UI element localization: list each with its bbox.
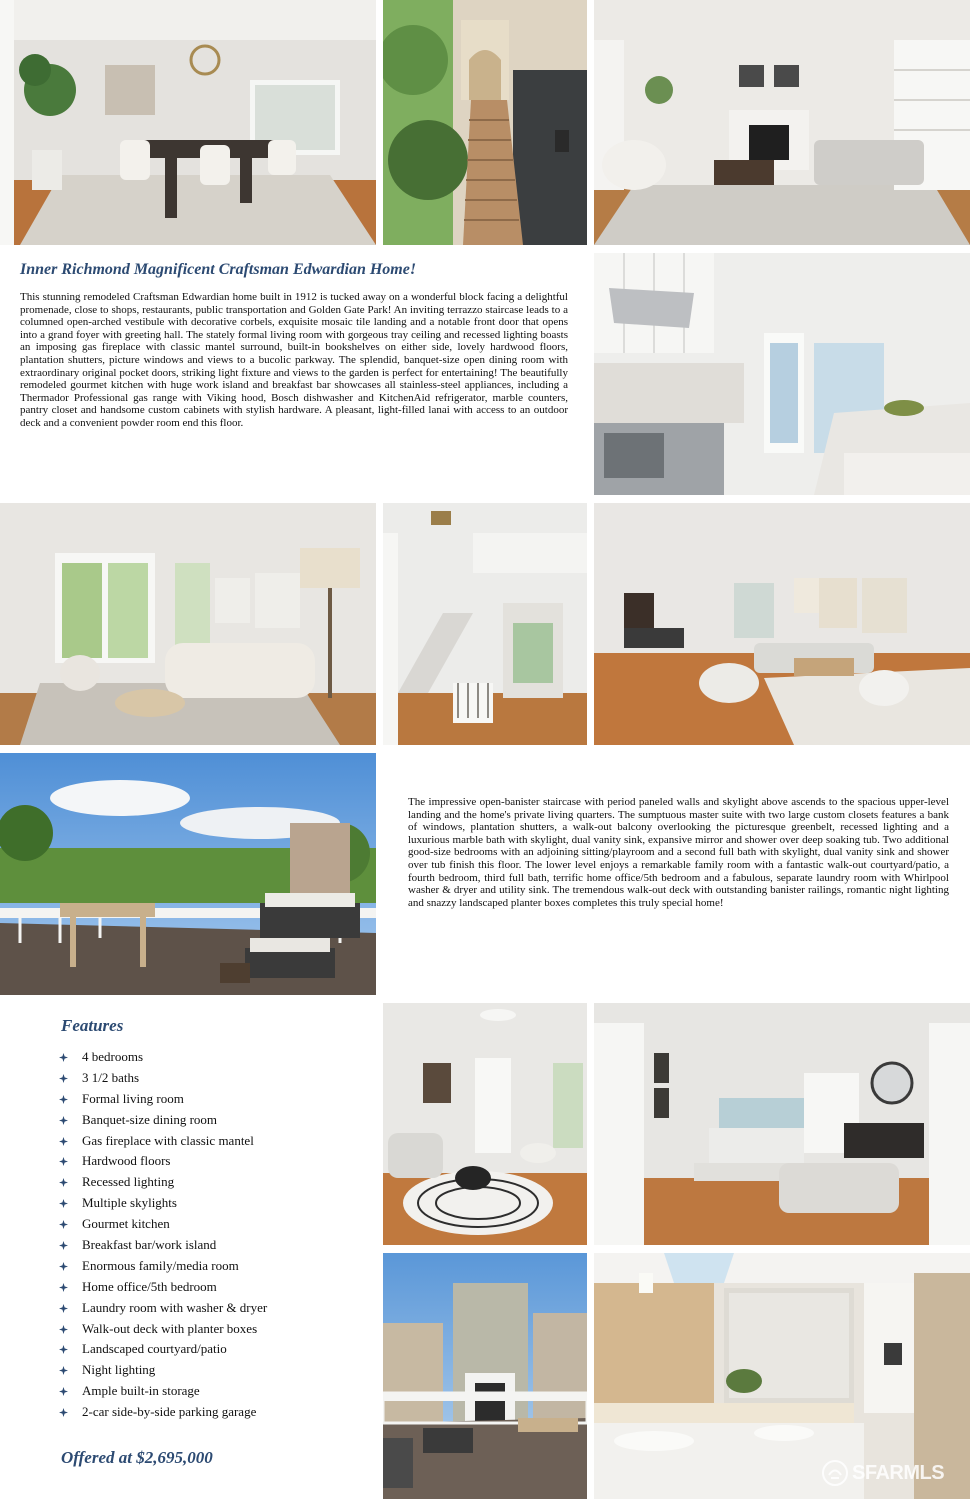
- feature-item: Enormous family/media room: [59, 1256, 359, 1277]
- diamond-bullet-icon: [59, 1053, 68, 1062]
- feature-item: 2-car side-by-side parking garage: [59, 1402, 359, 1423]
- features-list: [59, 1047, 359, 1423]
- photo-living-room-fireplace: [594, 0, 970, 245]
- diamond-bullet-icon: [59, 1387, 68, 1396]
- diamond-bullet-icon: [59, 1199, 68, 1208]
- feature-item: Hardwood floors: [59, 1151, 359, 1172]
- diamond-bullet-icon: [59, 1262, 68, 1271]
- feature-item: Formal living room: [59, 1089, 359, 1110]
- diamond-bullet-icon: [59, 1178, 68, 1187]
- diamond-bullet-icon: [59, 1241, 68, 1250]
- diamond-bullet-icon: [59, 1137, 68, 1146]
- feature-item: Night lighting: [59, 1360, 359, 1381]
- feature-item: 3 1/2 baths: [59, 1068, 359, 1089]
- feature-item: 4 bedrooms: [59, 1047, 359, 1068]
- diamond-bullet-icon: [59, 1325, 68, 1334]
- diamond-bullet-icon: [59, 1220, 68, 1229]
- diamond-bullet-icon: [59, 1074, 68, 1083]
- diamond-bullet-icon: [59, 1116, 68, 1125]
- feature-item: Gas fireplace with classic mantel: [59, 1131, 359, 1152]
- photo-deck: [0, 753, 376, 995]
- photo-rear-exterior-deck: [383, 1253, 587, 1499]
- features-title: Features: [61, 1016, 124, 1035]
- listing-heading: Inner Richmond Magnificent Craftsman Edwardian Home!: [20, 261, 417, 278]
- photo-front-staircase: [383, 0, 587, 245]
- feature-item: Multiple skylights: [59, 1193, 359, 1214]
- diamond-bullet-icon: [59, 1345, 68, 1354]
- photo-master-bedroom: [594, 1003, 970, 1245]
- feature-item: Walk-out deck with planter boxes: [59, 1319, 359, 1340]
- photo-kitchen: [594, 253, 970, 495]
- photo-family-room: [594, 503, 970, 745]
- diamond-bullet-icon: [59, 1408, 68, 1417]
- diamond-bullet-icon: [59, 1095, 68, 1104]
- diamond-bullet-icon: [59, 1304, 68, 1313]
- feature-item: Landscaped courtyard/patio: [59, 1339, 359, 1360]
- feature-item: Banquet-size dining room: [59, 1110, 359, 1131]
- diamond-bullet-icon: [59, 1157, 68, 1166]
- diamond-bullet-icon: [59, 1366, 68, 1375]
- description-paragraph-upper-lower: The impressive open-banister staircase with period paneled walls and skylight above ascends to the spacious upper-level landing and the home's private living quarters. The sumptuous master suite with two large custom closets features a bank of windows, plantation shutters, a walk-out balcony overlooking the picturesque greenbelt, recessed lighting and a luxurious marble bath with skylight, dual vanity sink, expansive mirror and shower over deep soaking tub. Two additional good-size bedrooms with an adjoining sitting/playroom and a second full bath with skylight, dual vanity sink and shower over tub finish this floor. The lower level enjoys a remarkable family room with a fantastic walk-out courtyard/patio, a fourth bedroom, third full bath, terrific home office/5th bedroom and a fabulous, separate laundry room with Whirlpool washer & dryer and utility sink. The tremendous walk-out deck with outstanding banister railings, romantic night lighting and snazzy landscaped planter boxes completes this truly special home!: [408, 796, 949, 909]
- offer-price: Offered at $2,695,000: [61, 1448, 213, 1467]
- sfarmls-logo-icon: [822, 1460, 848, 1486]
- photo-foyer-staircase: [383, 503, 587, 745]
- feature-item: Home office/5th bedroom: [59, 1277, 359, 1298]
- description-paragraph-main-floor: This stunning remodeled Craftsman Edwardian home built in 1912 is tucked away on a wonderful block facing a delightful promenade, close to shops, restaurants, public transportation and Golden Gate Park! An inviting terrazzo staircase leads to a columned open-arched vestibule with decorative corbels, exquisite mosaic tile landing and a notable front door that opens into a grand foyer with greeting hall. The stately formal living room with gorgeous tray ceiling and recessed lighting boasts an imposing gas fireplace with classic mantel surround, built-in bookshelves on either side, lovely hardwood floors, plantation shutters, picture windows and views to a bucolic parkway. The splendid, banquet-size open dining room with extraordinary original pocket doors, striking light fixture and views to the garden is perfect for entertaining! The beautifully remodeled gourmet kitchen with huge work island and breakfast bar showcases all stainless-steel appliances, including a Thermador Professional gas range with Viking hood, Bosch dishwasher and KitchenAid refrigerator, marble counters, pantry closet and handsome custom cabinets with stylish hardware. A pleasant, light-filled lanai with access to an outdoor deck and a convenient powder room end this floor.: [20, 291, 568, 429]
- photo-lanai-sitting-area: [0, 503, 376, 745]
- feature-item: Gourmet kitchen: [59, 1214, 359, 1235]
- feature-item: Laundry room with washer & dryer: [59, 1298, 359, 1319]
- photo-sitting-room: [383, 1003, 587, 1245]
- sfarmls-watermark: SFARMLS: [822, 1458, 944, 1488]
- feature-item: Recessed lighting: [59, 1172, 359, 1193]
- photo-dining-room: [0, 0, 376, 245]
- feature-item: Ample built-in storage: [59, 1381, 359, 1402]
- feature-item: Breakfast bar/work island: [59, 1235, 359, 1256]
- diamond-bullet-icon: [59, 1283, 68, 1292]
